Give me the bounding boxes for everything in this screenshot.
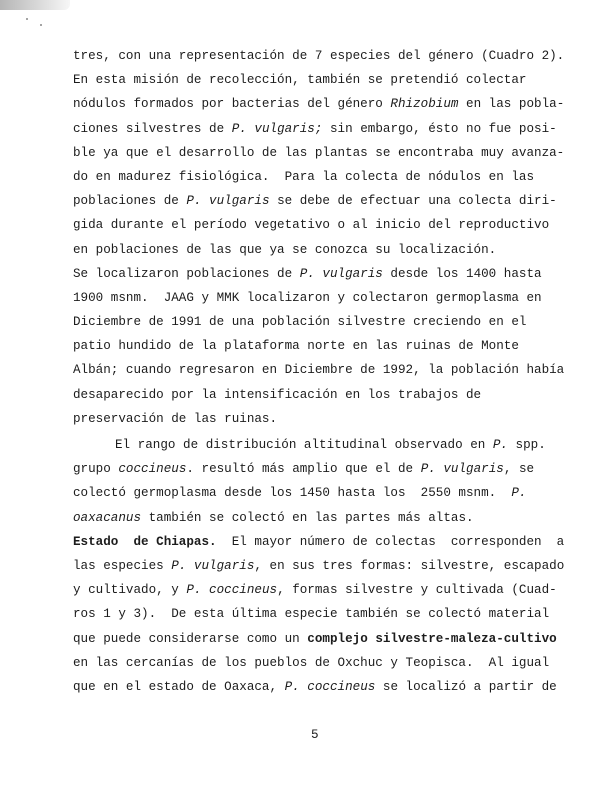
italic-term: P. vulgaris <box>186 194 270 209</box>
italic-term: P. <box>511 486 527 501</box>
text-line: en las cercanías de los pueblos de Oxchuc y Teopisca. Al igual <box>73 655 550 670</box>
paragraph-2 <box>73 262 565 431</box>
text-line: colectó germoplasma desde los 1450 hasta los 2550 msnm. P. <box>73 486 527 501</box>
text-line: Albán; cuando regresaron en Diciembre de 1992, la población había <box>73 363 565 378</box>
text-line: Estado de Chiapas. El mayor número de colectas corresponden a <box>73 534 565 549</box>
text-line: que puede considerarse como un complejo silvestre-maleza-cultivo <box>73 631 557 646</box>
bold-term: Estado de Chiapas. <box>73 534 217 549</box>
paragraph-1 <box>73 44 565 262</box>
italic-term: oaxacanus <box>73 510 142 525</box>
text-line: preservación de las ruinas. <box>73 411 278 426</box>
document-body <box>73 44 565 699</box>
text-line: poblaciones de P. vulgaris se debe de efectuar una colecta diri- <box>73 194 557 209</box>
text-line: gida durante el período vegetativo o al inicio del reproductivo <box>73 218 550 233</box>
bold-term: complejo silvestre-maleza-cultivo <box>307 631 557 646</box>
italic-term: coccineus <box>118 462 187 477</box>
italic-term: P. vulgaris <box>420 462 504 477</box>
text-line: en poblaciones de las que ya se conozca su localización. <box>73 242 497 257</box>
text-line: do en madurez fisiológica. Para la colecta de nódulos en las <box>73 169 535 184</box>
text-line: desaparecido por la intensificación en los trabajos de <box>73 387 482 402</box>
page-number: 5 <box>311 728 319 742</box>
text-line: las especies P. vulgaris, en sus tres formas: silvestre, escapado <box>73 558 565 573</box>
text-line: oaxacanus también se colectó en las partes más altas. <box>73 510 474 525</box>
paragraph-3 <box>73 433 553 530</box>
text-line: Se localizaron poblaciones de P. vulgaris desde los 1400 hasta <box>73 266 542 281</box>
text-line: ble ya que el desarrollo de las plantas se encontraba muy avanza- <box>73 145 565 160</box>
scan-edge-mark <box>0 0 70 10</box>
scan-speck <box>40 24 42 26</box>
text-line: patio hundido de la plataforma norte en las ruinas de Monte <box>73 339 519 354</box>
text-line: El rango de distribución altitudinal observado en P. spp. <box>115 438 546 452</box>
text-line: ciones silvestres de P. vulgaris; sin embargo, ésto no fue posi- <box>73 121 557 136</box>
scan-speck <box>26 18 28 20</box>
paragraph-4 <box>73 530 565 699</box>
text-line: ros 1 y 3). De esta última especie también se colectó material <box>73 607 550 622</box>
text-line: Diciembre de 1991 de una población silvestre creciendo en el <box>73 315 527 330</box>
text-line: tres, con una representación de 7 especies del género (Cuadro 2). <box>73 49 565 63</box>
italic-term: P. <box>492 438 508 452</box>
text-line: grupo coccineus. resultó más amplio que el de P. vulgaris, se <box>73 462 535 477</box>
italic-term: P. coccineus <box>284 679 376 694</box>
text-line: nódulos formados por bacterias del género Rhizobium en las pobla- <box>73 97 565 112</box>
text-line: 1900 msnm. JAAG y MMK localizaron y colectaron germoplasma en <box>73 290 542 305</box>
italic-term: P. vulgaris <box>171 558 255 573</box>
italic-term: P. vulgaris; <box>231 121 323 136</box>
text-line: que en el estado de Oaxaca, P. coccineus se localizó a partir de <box>73 679 557 694</box>
italic-term: Rhizobium <box>390 97 459 112</box>
italic-term: P. coccineus <box>186 583 278 598</box>
text-line: En esta misión de recolección, también se pretendió colectar <box>73 73 527 88</box>
italic-term: P. vulgaris <box>299 266 383 281</box>
text-line: y cultivado, y P. coccineus, formas silvestre y cultivada (Cuad- <box>73 583 557 598</box>
